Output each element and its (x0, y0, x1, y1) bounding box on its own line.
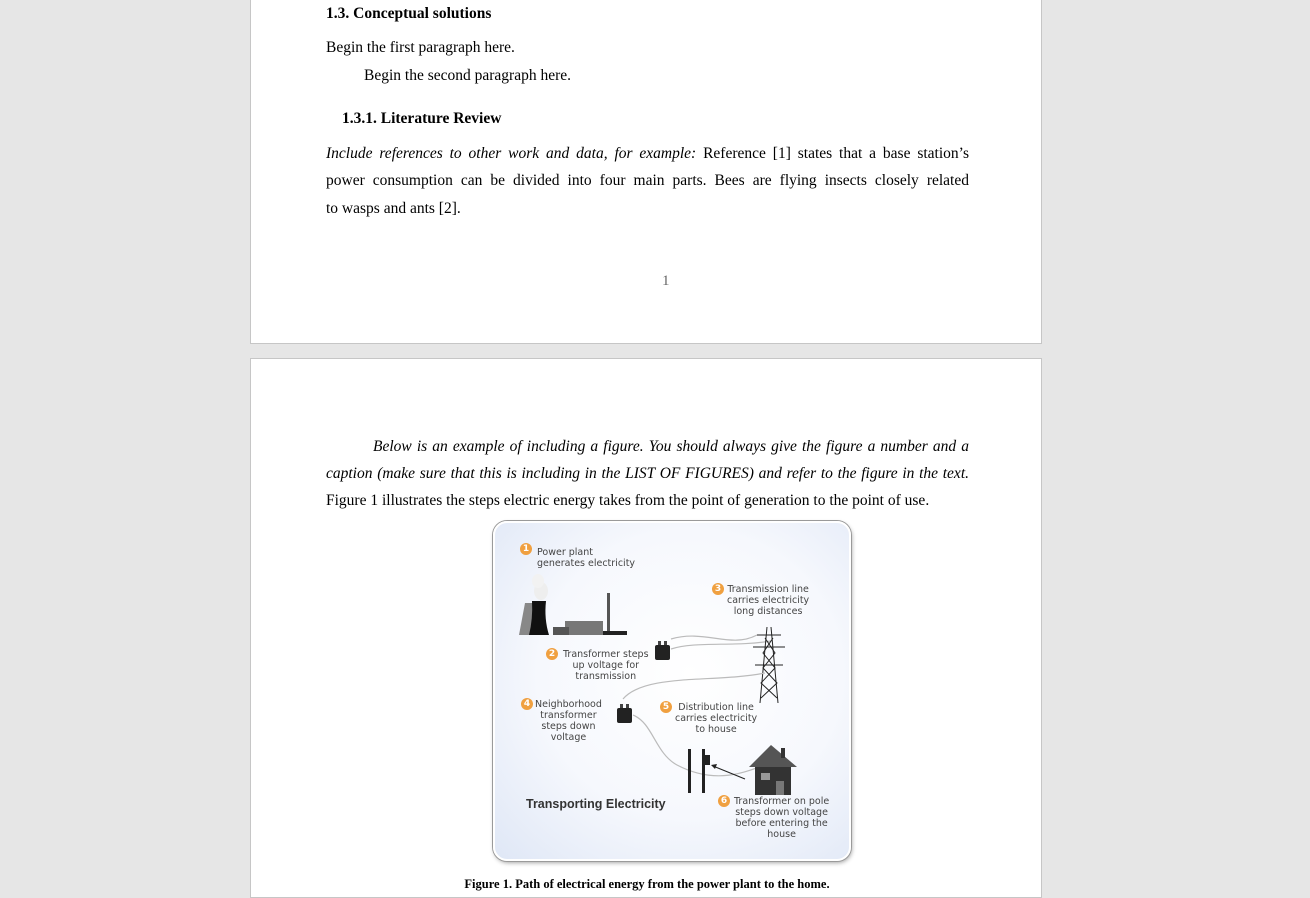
document-page-2 (250, 358, 1042, 898)
step-4-label: Neighborhood transformer steps down voltage (535, 699, 602, 743)
step-2-label: Transformer steps up voltage for transmission (563, 649, 649, 682)
literature-reference-text: Reference [1] states that a base station’s (703, 145, 969, 162)
figure-caption[interactable]: Figure 1. Path of electrical energy from the power plant to the home. (464, 877, 830, 891)
paragraph-first[interactable]: Begin the first paragraph here. (326, 39, 515, 56)
step-3-badge: 3 (712, 583, 724, 595)
transmission-tower-icon (753, 627, 785, 703)
figure-title: Transporting Electricity (526, 797, 666, 811)
intro-line-1[interactable]: Below is an example of including a figure. You should always give the figure a number and a (373, 438, 969, 455)
house-icon (749, 745, 797, 795)
step-5-badge: 5 (660, 701, 672, 713)
power-plant-icon (519, 574, 627, 635)
heading-conceptual-solutions[interactable]: 1.3. Conceptual solutions (326, 5, 492, 22)
figure-card (493, 521, 851, 861)
step-5-label: Distribution line carries electricity to house (675, 702, 758, 735)
heading-literature-review[interactable]: 1.3.1. Literature Review (342, 110, 502, 127)
literature-line-2[interactable]: power consumption can be divided into four main parts. Bees are flying insects closely related (326, 172, 969, 189)
step-6-label: Transformer on pole steps down voltage before entering the house (734, 796, 830, 840)
literature-italic-intro: Include references to other work and data, for example: (326, 145, 697, 162)
step-up-transformer-icon (655, 641, 670, 660)
figure-transporting-electricity[interactable] (491, 519, 851, 862)
neighborhood-transformer-icon (617, 704, 632, 723)
step-2-badge: 2 (546, 648, 558, 660)
document-page-1 (250, 0, 1042, 344)
step-6-badge: 6 (718, 795, 730, 807)
intro-line-2[interactable]: caption (make sure that this is including in the LIST OF FIGURES) and refer to the figure in the text. (326, 465, 969, 482)
intro-line-3[interactable]: Figure 1 illustrates the steps electric energy takes from the point of generation to the point of use. (326, 492, 930, 509)
step-3-label: Transmission line carries electricity long distances (727, 584, 810, 617)
utility-pole-icon (688, 749, 691, 793)
step-1-badge: 1 (520, 543, 532, 555)
literature-line-3[interactable]: to wasps and ants [2]. (326, 200, 461, 217)
page-number: 1 (662, 273, 670, 289)
paragraph-second[interactable]: Begin the second paragraph here. (364, 67, 572, 84)
step-4-badge: 4 (521, 698, 533, 710)
step-1-label: Power plant generates electricity (537, 547, 636, 569)
literature-line-1[interactable] (326, 146, 969, 162)
